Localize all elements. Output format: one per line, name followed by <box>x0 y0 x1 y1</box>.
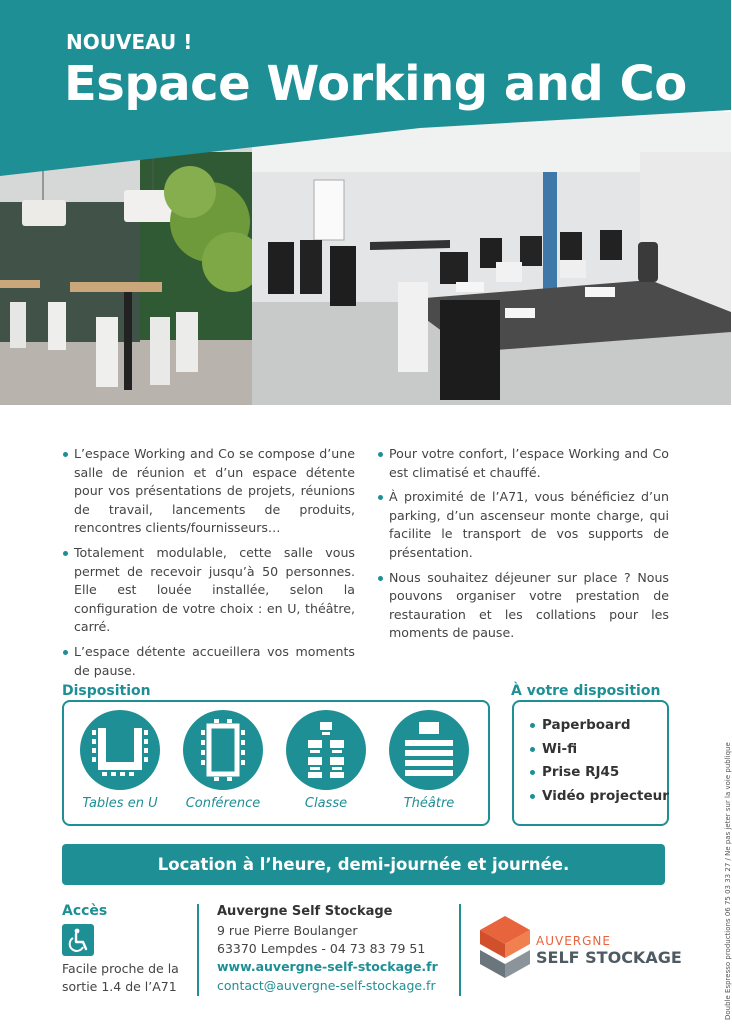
pricing-banner: Location à l’heure, demi-journée et journée. <box>62 844 665 885</box>
header-kicker: NOUVEAU ! <box>66 30 193 54</box>
address-street: 9 rue Pierre Boulanger <box>217 923 358 938</box>
body-bullet: L’espace détente accueillera vos moments de pause. <box>62 643 355 680</box>
equipment-item: Paperboard <box>530 717 669 741</box>
access-label: Accès <box>62 903 108 919</box>
website-link[interactable]: www.auvergne-self-stockage.fr <box>217 959 438 974</box>
email-link[interactable]: contact@auvergne-self-stockage.fr <box>217 978 436 993</box>
body-right-column <box>377 445 669 649</box>
company-name: Auvergne Self Stockage <box>217 904 393 919</box>
equipment-item: Prise RJ45 <box>530 764 669 788</box>
body-bullet: Nous souhaitez déjeuner sur place ? Nous pouvons organiser votre prestation de restauration et les collations pour les moments de pause. <box>377 569 669 643</box>
body-bullet: L’espace Working and Co se compose d’une salle de réunion et d’un espace détente pour vos présentations de projets, réunions de travail, lancements de produits, rencontres clients/fournisseurs… <box>62 445 355 538</box>
logo-text-line2: SELF STOCKAGE <box>536 948 682 967</box>
body-bullet: Totalement modulable, cette salle vous permet de recevoir jusqu’à 50 personnes. Elle est louée installée, selon la configuration de votre choix : en U, théâtre, carré. <box>62 544 355 637</box>
layout-caption: Conférence <box>185 796 261 811</box>
footer-divider <box>459 904 461 996</box>
logo-text-line1: AUVERGNE <box>536 934 611 948</box>
footer-divider <box>197 904 199 996</box>
wheelchair-icon <box>62 924 94 956</box>
layout-caption: Tables en U <box>82 796 158 811</box>
print-credit <box>712 640 732 1020</box>
address-city-phone: 63370 Lempdes - 04 73 83 79 51 <box>217 941 426 956</box>
body-bullet: À proximité de l’A71, vous bénéficiez d’un parking, d’un ascenseur monte charge, qui facilite le transport de vos supports de présentation. <box>377 488 669 562</box>
print-credit-text: Double Espresso productions 06 75 03 33 27 / Ne pas jeter sur la voie publique <box>724 742 732 1020</box>
conference-layout-icon <box>183 710 263 790</box>
body-bullet: Pour votre confort, l’espace Working and Co est climatisé et chauffé. <box>377 445 669 482</box>
access-text-line1: Facile proche de la <box>62 961 179 976</box>
u-layout-icon <box>80 710 160 790</box>
company-logo-mark <box>478 914 532 980</box>
equipment-item: Vidéo projecteur <box>530 788 669 812</box>
layout-caption: Théâtre <box>403 796 455 811</box>
access-text-line2: sortie 1.4 de l’A71 <box>62 979 177 994</box>
equipment-label: À votre disposition <box>507 683 664 699</box>
page-title: Espace Working and Co <box>64 56 687 112</box>
classroom-layout-icon <box>286 710 366 790</box>
theatre-layout-icon <box>389 710 469 790</box>
layout-caption: Classe <box>304 796 348 811</box>
body-left-column <box>62 445 355 686</box>
disposition-label: Disposition <box>58 683 155 699</box>
equipment-item: Wi-fi <box>530 741 669 765</box>
equipment-list <box>530 717 669 811</box>
